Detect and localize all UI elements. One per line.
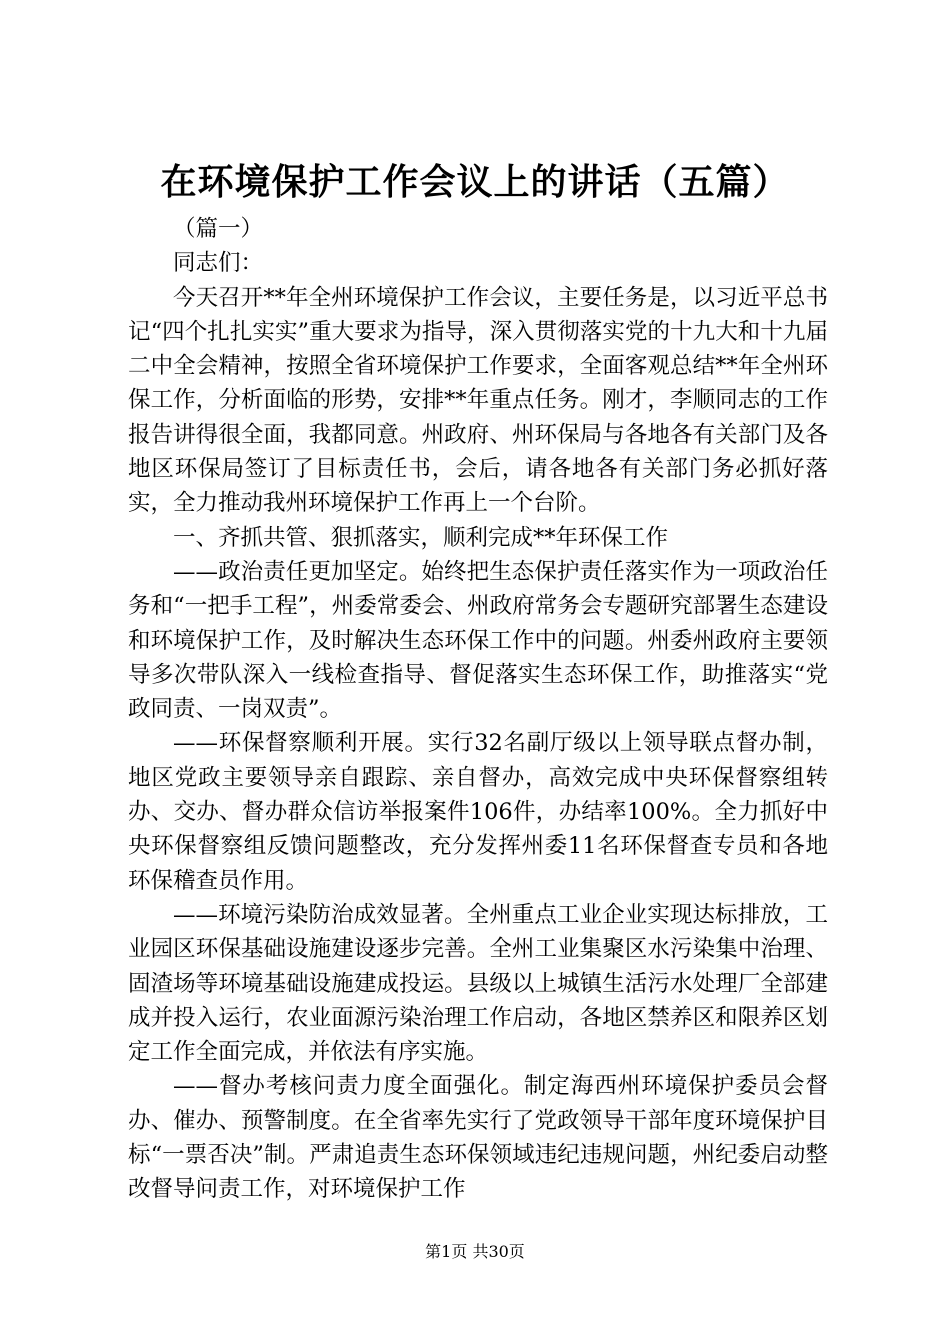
section-label: （篇一）: [173, 216, 264, 242]
body-paragraph: ——督办考核问责力度全面强化。制定海西州环境保护委员会督办、催办、预警制度。在全省率先实行了党政领导干部年度环境保护目标“一票否决”制。严肃追责生态环保领域违纪违规问题，州纪委启动整改督导问责工作，对环境保护工作: [128, 1073, 828, 1203]
page-footer: 第1页 共30页: [425, 1242, 525, 1261]
document-body: [128, 212, 828, 1207]
document-title: 在环境保护工作会议上的讲话（五篇）: [160, 161, 790, 203]
section-heading: 一、齐抓共管、狠抓落实，顺利完成**年环保工作: [173, 524, 669, 551]
body-paragraph: ——环境污染防治成效显著。全州重点工业企业实现达标排放，工业园区环保基础设施建设逐步完善。全州工业集聚区水污染集中治理、固渣场等环境基础设施建成投运。县级以上城镇生活污水处理厂全部建成并投入运行，农业面源污染治理工作启动，各地区禁养区和限养区划定工作全面完成，并依法有序实施。: [128, 901, 828, 1066]
salutation: 同志们：: [173, 250, 264, 277]
intro-paragraph: 今天召开**年全州环境保护工作会议，主要任务是，以习近平总书记“四个扎扎实实”重大要求为指导，深入贯彻落实党的十九大和十九届二中全会精神，按照全省环境保护工作要求，全面客观总结**年全州环保工作，分析面临的形势，安排**年重点任务。刚才，李顺同志的工作报告讲得很全面，我都同意。州政府、州环保局与各地各有关部门及各地区环保局签订了目标责任书，会后，请各地各有关部门务必抓好落实，全力推动我州环境保护工作再上一个台阶。: [128, 284, 828, 517]
body-paragraph: ——政治责任更加坚定。始终把生态保护责任落实作为一项政治任务和“一把手工程”，州委常委会、州政府常务会专题研究部署生态建设和环境保护工作，及时解决生态环保工作中的问题。州委州政府主要领导多次带队深入一线检查指导、督促落实生态环保工作，助推落实“党政同责、一岗双责”。: [128, 558, 828, 723]
body-paragraph: ——环保督察顺利开展。实行32名副厅级以上领导联点督办制，地区党政主要领导亲自跟踪、亲自督办，高效完成中央环保督察组转办、交办、督办群众信访举报案件106件，办结率100%。全力抓好中央环保督察组反馈问题整改，充分发挥州委11名环保督查专员和各地环保稽查员作用。: [128, 730, 828, 894]
